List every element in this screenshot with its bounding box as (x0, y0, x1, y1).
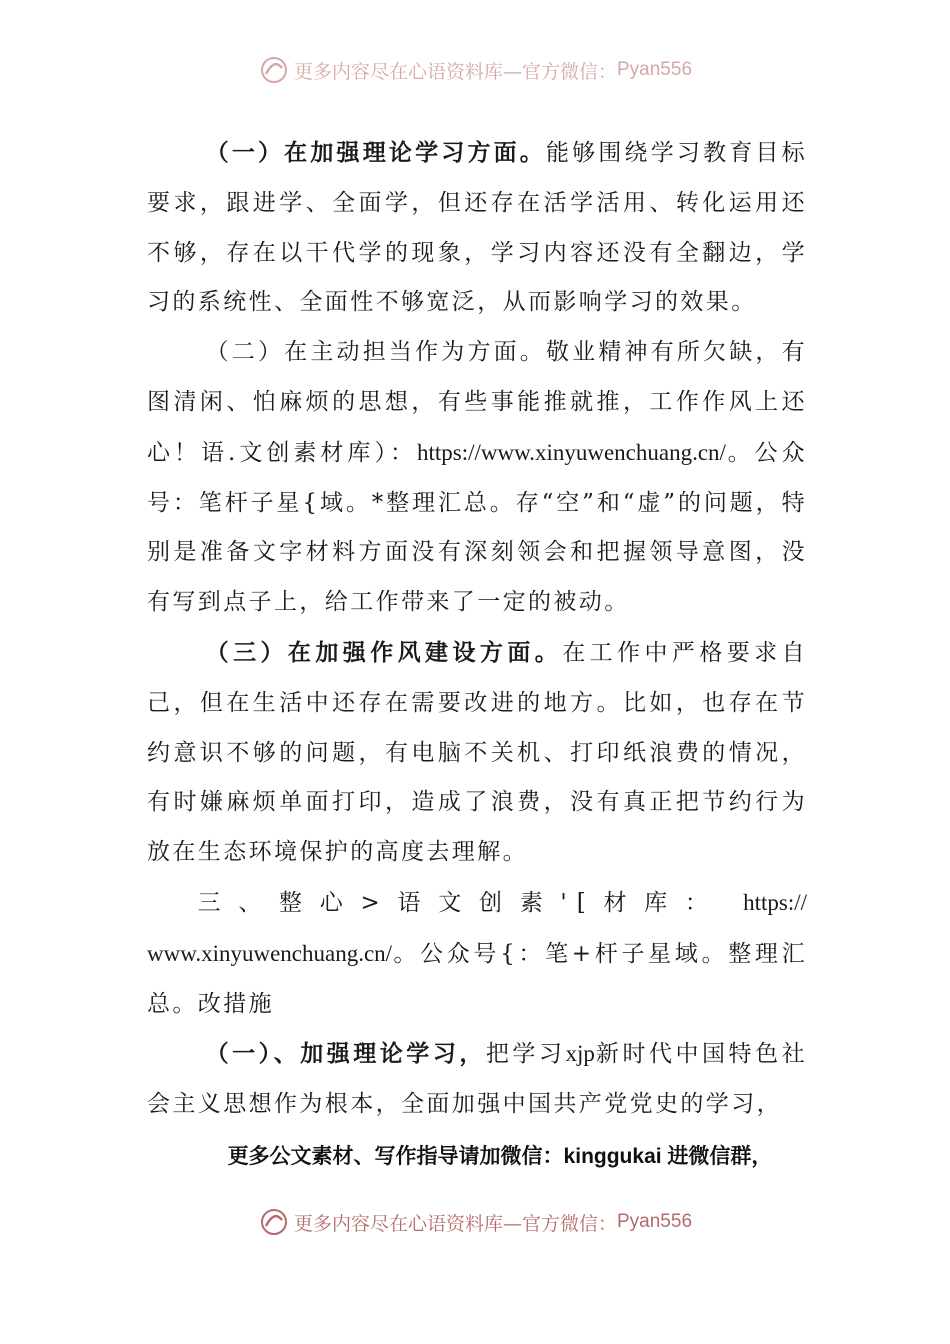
paragraph-4 (147, 929, 807, 1030)
paragraph-5-text-a: 把学习 (485, 1041, 566, 1068)
paragraph-2-text-b: 。公众号：笔杆子星{域。*整理汇总。存“空”和“虚”的问题，特别是准备文字材料方面没有深刻领会和把握领导意图，没有写到点子上，给工作带来了一定的被动。 (147, 439, 807, 616)
paragraph-4-url-start: https:// (743, 889, 807, 915)
paragraph-3-heading: （三）在加强作风建设方面。 (205, 638, 563, 666)
header-watermark-id: Pyan556 (617, 59, 693, 80)
paragraph-3 (147, 628, 807, 878)
paragraph-5 (147, 1029, 807, 1130)
footer-contact-note: 更多公文素材、写作指导请加微信：kinggukai 进微信群， (227, 1145, 773, 1168)
paragraph-4-line1 (147, 878, 807, 929)
paragraph-1-heading: （一）在加强理论学习方面。 (205, 139, 546, 166)
paragraph-5-text-b: 新时代中国特色社会主义思想作为根本，全面加强中国共产党党史的学习， (147, 1041, 807, 1118)
header-watermark-text: 更多内容尽在心语资料库—官方微信： (293, 60, 617, 83)
paragraph-3-text: 在工作中严格要求自己，但在生活中还存在需要改进的地方。比如，也存在节约意识不够的问题，有电脑不关机、打印纸浪费的情况，有时嫌麻烦单面打印，造成了浪费，没有真正把节约行为放在生态环境保护的高度去理解。 (147, 639, 807, 866)
footer-watermark (0, 1203, 950, 1241)
paragraph-2-url: https://www.xinyuwenchuang.cn/ (416, 439, 726, 465)
paragraph-4-text: 。公众号{：笔+杆子星域。整理汇总。改措施 (147, 940, 807, 1017)
watermark-logo-icon (258, 54, 290, 86)
paragraph-1 (147, 128, 807, 328)
footer-watermark-id: Pyan556 (617, 1211, 693, 1232)
document-body (147, 128, 807, 1130)
paragraph-5-heading: （一）、加强理论学习， (205, 1040, 486, 1068)
header-watermark (0, 53, 950, 87)
paragraph-2 (147, 328, 807, 628)
footer-watermark-text: 更多内容尽在心语资料库—官方微信： (293, 1212, 617, 1235)
paragraph-4-heading: 三、整心>语文创素'[材库： (197, 889, 726, 916)
paragraph-4-url-rest: www.xinyuwenchuang.cn/ (147, 940, 393, 966)
paragraph-2-text-a: （二）在主动担当作为方面。敬业精神有所欠缺，有图清闲、怕麻烦的思想，有些事能推就推，工作作风上还心！语.文创素材库）： (147, 339, 807, 466)
paragraph-1-text: 能够围绕学习教育目标要求，跟进学、全面学，但还存在活学活用、转化运用还不够，存在以干代学的现象，学习内容还没有全翻边，学习的系统性、全面性不够宽泛，从而影响学习的效果。 (147, 140, 808, 316)
paragraph-5-xjp: xjp (565, 1041, 595, 1067)
watermark-logo-icon (258, 1206, 290, 1238)
